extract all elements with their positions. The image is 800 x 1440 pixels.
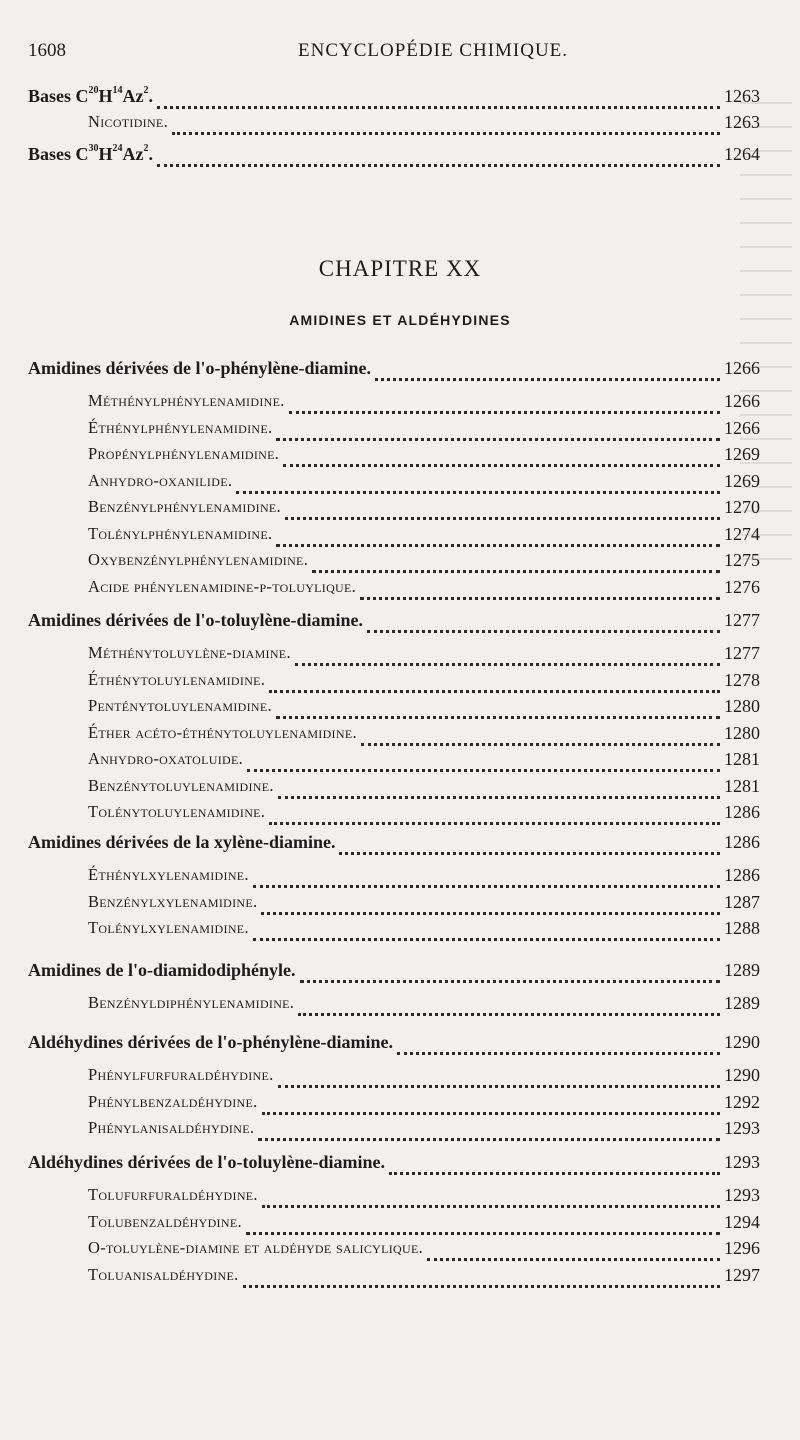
toc-item xyxy=(0,550,780,576)
leader-dots xyxy=(289,391,720,414)
section-heading xyxy=(0,1032,780,1058)
leader-dots xyxy=(157,144,720,167)
toc-item-label: Phénylfurfuraldéhydine. xyxy=(88,1065,278,1085)
toc-item-page: 1286 xyxy=(724,865,760,885)
toc-item-page: 1293 xyxy=(724,1118,760,1138)
top-entry-label: Bases $C^{20}H^{14}Az^2$. xyxy=(28,86,157,107)
section-heading-label: Amidines dérivées de la xylène-diamine. xyxy=(28,832,339,853)
leader-dots xyxy=(295,643,720,666)
toc-item-label: Benzénytoluylenamidine. xyxy=(88,776,278,796)
toc-item-label: Éthénytoluylenamidine. xyxy=(88,670,269,690)
leader-dots xyxy=(269,802,720,825)
toc-item xyxy=(0,577,780,603)
leader-dots xyxy=(339,832,720,855)
leader-dots xyxy=(246,1212,720,1235)
toc-item-page: 1280 xyxy=(724,722,760,743)
toc-item-label: Éthénylxylenamidine. xyxy=(88,865,253,885)
top-entry xyxy=(0,86,780,112)
toc-item-label: Méthénytoluylène-diamine. xyxy=(88,643,295,663)
toc-item xyxy=(0,776,780,802)
toc-item-label: Propénylphénylenamidine. xyxy=(88,444,283,464)
toc-item-label: Benzényldiphénylenamidine. xyxy=(88,993,298,1013)
toc-item-label: Phénylanisaldéhydine. xyxy=(88,1118,258,1138)
toc-item xyxy=(0,749,780,775)
toc-item xyxy=(0,696,780,722)
section-heading xyxy=(0,832,780,858)
toc-item-label: Anhydro-oxatoluide. xyxy=(88,749,247,769)
toc-item xyxy=(0,643,780,669)
leader-dots xyxy=(427,1238,720,1261)
section-heading-label: Amidines de l'o-diamidodiphényle. xyxy=(28,960,300,981)
toc-item-page: 1276 xyxy=(724,576,760,597)
leader-dots xyxy=(285,497,720,520)
toc-item-page: 1290 xyxy=(724,1065,760,1085)
toc-item xyxy=(0,1238,780,1264)
section-heading-page: 1290 xyxy=(724,1032,760,1052)
toc-item-page: 1269 xyxy=(724,444,760,464)
toc-item-label: Benzénylxylenamidine. xyxy=(88,892,261,912)
toc-item-label: Tolénylxylenamidine. xyxy=(88,918,253,938)
toc-item xyxy=(0,670,780,696)
toc-item xyxy=(0,1212,780,1238)
bleed-through xyxy=(730,80,800,1380)
leader-dots xyxy=(269,670,720,693)
toc-item-label: Tolénytoluylenamidine. xyxy=(88,802,269,822)
toc-item-page: 1266 xyxy=(724,391,760,411)
section-heading xyxy=(0,358,780,384)
leader-dots xyxy=(261,892,720,915)
toc-item-page: 1269 xyxy=(724,470,760,491)
toc-item-label: Acide phénylenamidine-p-toluylique. xyxy=(88,577,360,597)
leader-dots xyxy=(283,444,720,467)
toc-item-page: 1277 xyxy=(724,643,760,663)
toc-item-page: 1266 xyxy=(724,417,760,438)
toc-item xyxy=(0,418,780,444)
leader-dots xyxy=(253,918,720,941)
section-heading-label: Amidines dérivées de l'o-phénylène-diamine. xyxy=(28,358,375,379)
toc-item-page: 1293 xyxy=(724,1185,760,1205)
toc-item-page: 1274 xyxy=(724,523,760,544)
toc-item-label: Toluanisaldéhydine. xyxy=(88,1265,243,1285)
toc-item-page: 1275 xyxy=(724,550,760,570)
toc-item-page: 1296 xyxy=(724,1238,760,1258)
leader-dots xyxy=(157,86,720,109)
toc-item-label: Anhydro-oxanilide. xyxy=(88,471,236,491)
top-entry xyxy=(0,144,780,170)
leader-dots xyxy=(258,1118,720,1141)
top-entry-page: 1263 xyxy=(724,86,760,106)
top-entry-label: Nicotidine. xyxy=(88,112,172,132)
top-entry-label: Bases $C^{30}H^{24}Az^2$. xyxy=(28,144,157,165)
section-heading-label: Aldéhydines dérivées de l'o-phénylène-diamine. xyxy=(28,1032,397,1053)
leader-dots xyxy=(360,577,720,600)
leader-dots xyxy=(172,112,720,135)
toc-item-page: 1292 xyxy=(724,1091,760,1112)
toc-item xyxy=(0,391,780,417)
leader-dots xyxy=(276,524,720,547)
toc-item-page: 1286 xyxy=(724,802,760,822)
section-heading-page: 1277 xyxy=(724,610,760,630)
leader-dots xyxy=(367,610,720,633)
leader-dots xyxy=(312,550,720,573)
leader-dots xyxy=(262,1185,720,1208)
toc-item-page: 1281 xyxy=(724,749,760,769)
leader-dots xyxy=(243,1265,720,1288)
toc-item-page: 1294 xyxy=(724,1211,760,1232)
toc-item xyxy=(0,993,780,1019)
toc-item-label: Tolubenzaldéhydine. xyxy=(88,1212,246,1232)
section-heading xyxy=(0,1152,780,1178)
section-heading-label: Amidines dérivées de l'o-toluylène-diamine. xyxy=(28,610,367,631)
toc-item-page: 1289 xyxy=(724,993,760,1013)
toc-item-page: 1297 xyxy=(724,1264,760,1285)
leader-dots xyxy=(247,749,720,772)
top-entry xyxy=(0,112,780,138)
page-number: 1608 xyxy=(28,40,66,61)
toc-item-label: Benzénylphénylenamidine. xyxy=(88,497,285,517)
toc-item xyxy=(0,892,780,918)
toc-item-page: 1278 xyxy=(724,669,760,690)
leader-dots xyxy=(375,358,720,381)
toc-item xyxy=(0,802,780,828)
toc-item-label: Oxybenzénylphénylenamidine. xyxy=(88,550,312,570)
top-entry-page: 1264 xyxy=(724,144,760,164)
toc-item xyxy=(0,497,780,523)
toc-item-page: 1287 xyxy=(724,891,760,912)
section-heading-page: 1286 xyxy=(724,832,760,852)
toc-item-label: Éther acéto-éthénytoluylenamidine. xyxy=(88,723,361,743)
leader-dots xyxy=(389,1152,720,1175)
leader-dots xyxy=(397,1032,720,1055)
toc-item-page: 1280 xyxy=(724,696,760,716)
toc-item xyxy=(0,1065,780,1091)
leader-dots xyxy=(361,723,720,746)
section-heading-page: 1293 xyxy=(724,1152,760,1172)
toc-item xyxy=(0,524,780,550)
leader-dots xyxy=(253,865,720,888)
toc-item xyxy=(0,471,780,497)
leader-dots xyxy=(300,960,720,983)
toc-item xyxy=(0,1118,780,1144)
leader-dots xyxy=(276,696,720,719)
chapter-title: CHAPITRE XX xyxy=(318,256,482,281)
toc-item-page: 1270 xyxy=(724,497,760,517)
leader-dots xyxy=(262,1092,720,1115)
toc-item-label: Tolénylphénylenamidine. xyxy=(88,524,276,544)
toc-item-label: O-toluylène-diamine et aldéhyde salicylique. xyxy=(88,1238,427,1258)
toc-item xyxy=(0,865,780,891)
section-heading xyxy=(0,960,780,986)
section-heading xyxy=(0,610,780,636)
toc-item-label: Tolufurfuraldéhydine. xyxy=(88,1185,262,1205)
toc-item xyxy=(0,1265,780,1291)
leader-dots xyxy=(276,418,720,441)
toc-item xyxy=(0,723,780,749)
toc-item-label: Phénylbenzaldéhydine. xyxy=(88,1092,262,1112)
top-entry-page: 1263 xyxy=(724,112,760,132)
toc-item xyxy=(0,918,780,944)
toc-item xyxy=(0,1185,780,1211)
toc-item xyxy=(0,444,780,470)
toc-item-page: 1288 xyxy=(724,918,760,938)
running-title: ENCYCLOPÉDIE CHIMIQUE. xyxy=(298,40,569,61)
leader-dots xyxy=(278,1065,720,1088)
leader-dots xyxy=(236,471,720,494)
leader-dots xyxy=(298,993,720,1016)
section-heading-page: 1266 xyxy=(724,358,760,378)
chapter-subtitle: AMIDINES ET ALDÉHYDINES xyxy=(289,312,511,328)
section-heading-label: Aldéhydines dérivées de l'o-toluylène-diamine. xyxy=(28,1152,389,1173)
toc-item-label: Penténytoluylenamidine. xyxy=(88,696,276,716)
running-header xyxy=(28,40,728,64)
toc-item xyxy=(0,1092,780,1118)
toc-item-page: 1281 xyxy=(724,775,760,796)
toc-item-label: Éthénylphénylenamidine. xyxy=(88,418,276,438)
toc-item-label: Méthénylphénylenamidine. xyxy=(88,391,289,411)
section-heading-page: 1289 xyxy=(724,960,760,980)
leader-dots xyxy=(278,776,720,799)
